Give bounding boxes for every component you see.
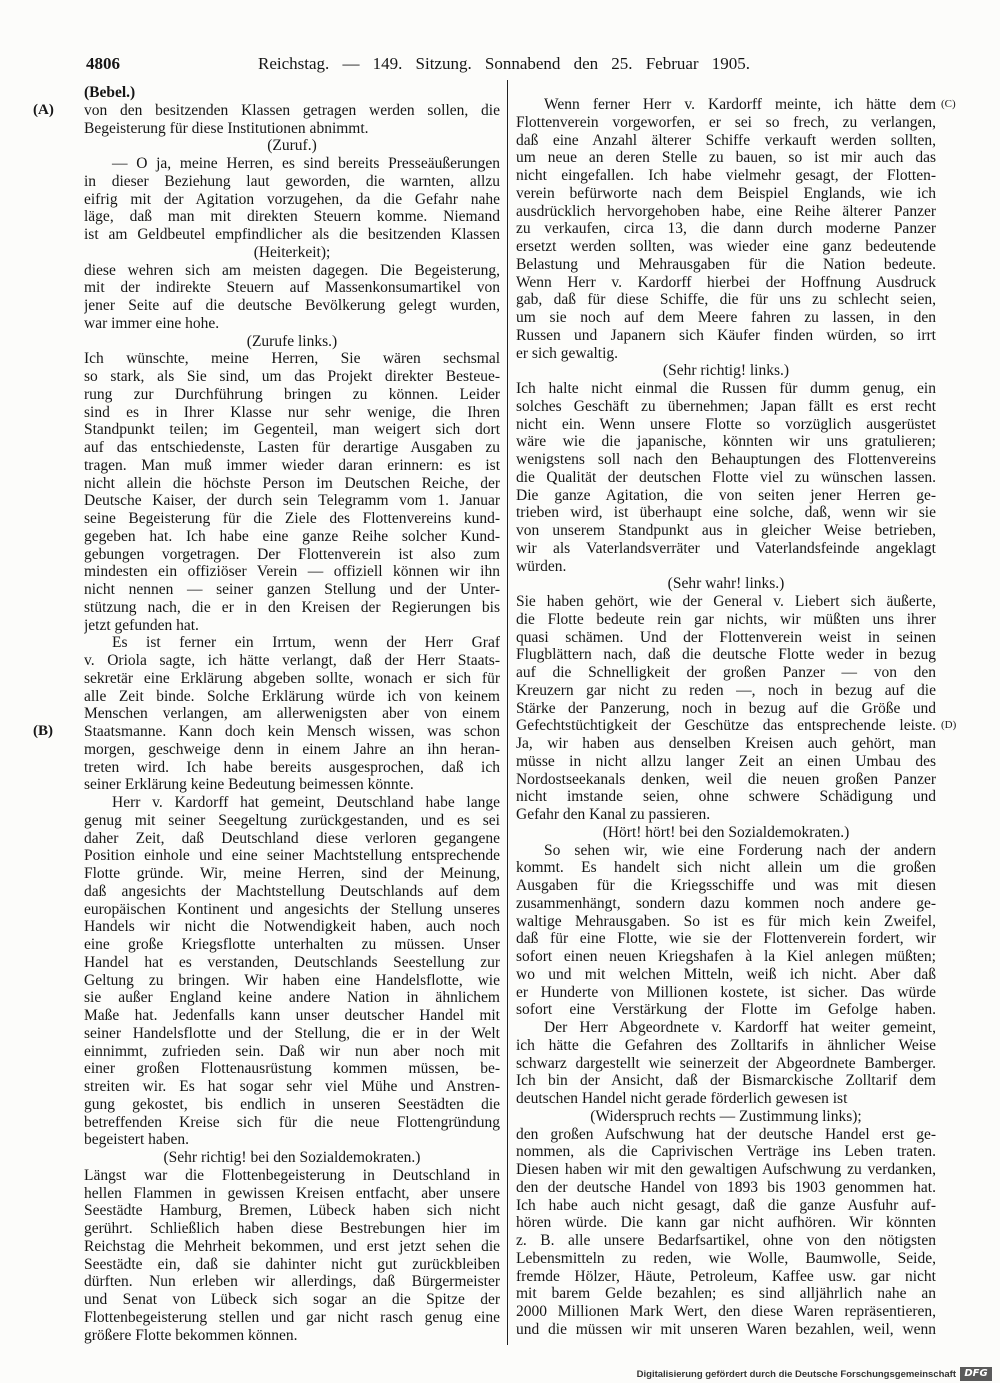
text-line: Geltung zu bringen. Wir haben eine Handelsflotte, wie: [84, 971, 500, 989]
text-line: Ich wünschte, meine Herren, Sie wären sechsmal: [84, 350, 500, 368]
text-line: zusammenhängt, sondern dazu kommen noch andere ge-: [516, 894, 936, 912]
text-line: war immer eine hohe.: [84, 314, 220, 332]
text-line: Seestädte ein, daß sie dahinter nicht gut zurückbleiben: [84, 1255, 500, 1273]
interjection-line: (Hört! hört! bei den Sozialdemokraten.): [602, 823, 850, 841]
text-line: alle Zeit binde. Solche Erklärung würde ich von keinem: [84, 687, 500, 705]
text-line: nicht eingefallen. Ich habe vielmehr gesagt, der Flotten-: [516, 167, 936, 184]
text-line: Reichstag die Mehrheit bekommen, und erst jetzt sehen die: [84, 1237, 500, 1255]
interjection-line: (Sehr wahr! links.): [667, 575, 785, 593]
text-line: wenigstens soll nach den Behauptungen des Flottenvereins: [516, 451, 936, 468]
interjection-line: (Sehr richtig! bei den Sozialdemokraten.): [163, 1149, 421, 1166]
text-line: und Senat von Lübeck sich sogar an die Spitze der: [84, 1291, 500, 1308]
text-line: stützung nach, die er in den Kreisen der Regierungen bis: [84, 598, 500, 616]
text-line: Russen und Japanern sich Käufer finden würden, so irrt: [516, 326, 936, 344]
text-line: rung zur Durchführung bringen zu können. Leider: [84, 385, 500, 403]
text-line: müsse in nicht allzu langer Zeit an einen Umbau des: [516, 752, 936, 770]
text-line: daher Zeit, daß Deutschland diese verloren gegangene: [84, 829, 500, 847]
text-line: sofort einen neuen Kriegshafen à la Kiel anlegen müßten;: [516, 948, 936, 965]
text-line: Nordostseekanals denken, weil die neuen großen Panzer: [516, 770, 936, 788]
text-line: trieben wird, ist überhaupt eine solche, daß, wenn wir sie: [516, 504, 936, 522]
text-line: jetzt gefunden hat.: [84, 616, 199, 634]
text-line: daß angesichts der Machtstellung Deutschlands auf dem: [84, 882, 500, 900]
margin-mark-a: (A): [33, 101, 54, 118]
text-line: Der Herr Abgeordnete v. Kardorff hat weiter gemeint,: [544, 1019, 936, 1036]
text-line: sind es in Ihrer Klasse nur sehr wenige, die Ihren: [84, 403, 500, 421]
text-line: läge, daß man mit direkten Steuern komme. Niemand: [84, 208, 500, 226]
text-line: mindesten ein offiziöser Verein — offiziell können wir ihn: [84, 563, 500, 581]
text-line: mit der indirekte Steuern auf Massenkonsumartikel von: [84, 279, 500, 297]
text-line: von den besitzenden Klassen getragen werden sollen, die: [84, 101, 500, 119]
text-line: nommen, als die Caprivischen Verträge ins Leben traten.: [516, 1143, 936, 1161]
text-line: seiner Handelsflotte und der Stellung, die er in der Welt: [84, 1024, 500, 1042]
text-line: Herr v. Kardorff hat gemeint, Deutschland habe lange: [112, 794, 500, 811]
text-line: Stärke der Panzerung, noch in bezug auf die Größe und: [516, 699, 936, 717]
text-line: auf die Schnelligkeit der großen Panzer — von den: [516, 664, 936, 681]
text-line: Flottenverein vorgeworfen, er sei so frech, zu verlangen,: [516, 113, 936, 131]
text-line: genug mit seiner Seegeltung zurückgestanden, und es sei: [84, 811, 500, 829]
text-line: Maße hat. Jedenfalls kann unser deutscher Handel mit: [84, 1007, 500, 1024]
text-line: so stark, als Sie sind, um das Projekt direkter Besteue-: [84, 368, 500, 385]
text-line: Position einhole und eine seiner Machtstellung entsprechende: [84, 847, 500, 865]
text-line: verein befürworte nach dem Beispiel Englands, wie ich: [516, 184, 936, 202]
text-line: Ja, wir haben aus denselben Kreisen auch gehört, man: [516, 735, 936, 752]
text-line: er Hunderte von Millionen kostete, ist sicher. Das würde: [516, 983, 936, 1001]
text-line: den großen Aufschwung hat der deutsche Handel erst ge-: [516, 1125, 936, 1143]
text-line: z. B. alle unsere Bedarfsartikel, ohne von den nötigsten: [516, 1232, 936, 1249]
text-line: gab, daß für diese Schiffe, die für uns zu schlecht seien,: [516, 291, 936, 309]
text-line: größere Flotte bekommen können.: [84, 1326, 298, 1344]
text-line: treten wird. Ich habe bereits ausgesprochen, daß ich: [84, 758, 500, 776]
text-line: betreffenden Kreise sich für die neue Flottengründung: [84, 1113, 500, 1131]
text-line: Staatsmanne. Kann doch kein Mensch wissen, was schon: [84, 723, 500, 740]
text-line: daß für eine Flotte, wie sie der Flottenverein fordert, wir: [516, 930, 936, 948]
text-line: Diesen haben wir mit den gewaltigen Aufschwung zu verdanken,: [516, 1161, 936, 1178]
text-line: nicht imstande seien, ohne schwere Schädigung und: [516, 788, 936, 806]
text-line: So sehen wir, wie eine Forderung nach der andern: [544, 841, 936, 859]
text-line: ist am Geldbeutel empfindlicher als die besitzenden Klassen: [84, 226, 500, 243]
text-line: kommt. Es handelt sich nicht allein um die großen: [516, 859, 936, 877]
margin-mark-b: (B): [33, 723, 53, 739]
text-line: nicht allein die höchste Person im Deutschen Reiche, der: [84, 474, 500, 492]
text-line: Begeisterung für diese Institutionen abnimmt.: [84, 119, 369, 137]
text-line: tragen. Man muß immer wieder daran erinnern: es ist: [84, 456, 500, 474]
digitization-credit: Digitalisierung gefördert durch die Deutsche Forschungsgemeinschaft: [636, 1369, 956, 1380]
text-line: die Qualität der deutschen Flotte viel zu wünschen lassen.: [516, 468, 936, 486]
text-line: Ich habe auch nicht gesagt, daß die ganze Ausfuhr auf-: [516, 1196, 936, 1214]
text-line: dürften. Nun erleben wir allerdings, daß Bürgermeister: [84, 1273, 500, 1291]
speaker-name: (Bebel.): [84, 84, 136, 101]
text-line: v. Oriola sagte, ich hätte verlangt, daß der Herr Staats-: [84, 652, 500, 669]
text-line: Lebensmitteln zu reden, wie Wolle, Baumwolle, Seide,: [516, 1249, 936, 1267]
text-line: schwarz dargestellt wie seinerzeit der Abgeordnete Bamberger.: [516, 1054, 936, 1072]
text-line: mit barem Gelde bezahlen; es sind alljährlich nahe an: [516, 1285, 936, 1303]
text-line: und die müssen wir mit unseren Waren bezahlen, weil, wenn: [516, 1320, 936, 1338]
text-line: um neue an deren Stelle zu bauen, so ist mir auch das: [516, 149, 936, 167]
text-line: sofort eine Verstärkung der Flotte im Gefolge haben.: [516, 1001, 936, 1019]
text-line: Wenn Herr v. Kardorff hierbei der Hoffnung Ausdruck: [516, 273, 936, 291]
text-line: Ich halte nicht einmal die Russen für dumm genug, ein: [516, 380, 936, 397]
text-line: Handels wir nicht die Notwendigkeit haben, auch noch: [84, 918, 500, 936]
text-line: Seestädte Hamburg, Bremen, Lübeck haben sich nicht: [84, 1202, 500, 1220]
right-column: [516, 96, 936, 1339]
left-column: [84, 84, 500, 1344]
text-line: quasi schämen. Und der Flottenverein weist in seinen: [516, 628, 936, 646]
interjection-line: (Widerspruch rechts — Zustimmung links);: [590, 1107, 862, 1125]
text-line: Deutsche Kaiser, der durch sein Telegramm vom 1. Januar: [84, 492, 500, 510]
text-line: einnimmt, zufrieden sein. Daß wir nun aber noch mit: [84, 1042, 500, 1060]
text-line: Ich bin der Ansicht, daß der Bismarckische Zolltarif dem: [516, 1072, 936, 1090]
text-line: Gefahr den Kanal zu passieren.: [516, 806, 711, 823]
text-line: morgen, geschweige denn in einem Jahre an ihn heran-: [84, 740, 500, 758]
text-line: hellen Flammen in gewissen Kreisen entfacht, aber unsere: [84, 1184, 500, 1202]
running-header: Reichstag. — 149. Sitzung. Sonnabend den 25. Februar 1905.: [258, 54, 750, 73]
text-line: Kreuzern gar nicht zu reden —, noch in bezug auf die: [516, 681, 936, 699]
text-line: nicht nennen — seiner ganzen Stellung und der Unter-: [84, 581, 500, 598]
margin-mark-c: (C): [941, 98, 956, 110]
interjection-line: (Zuruf.): [267, 137, 317, 155]
text-line: gerührt. Schließlich haben diese Bestrebungen hier im: [84, 1220, 500, 1237]
text-line: eifrig mit der Agitation vorzugehen, da die Gefahr nahe: [84, 190, 500, 208]
page-number: 4806: [86, 54, 120, 73]
text-line: Ausgaben für die Kriegsschiffe und was mit diesen: [516, 877, 936, 894]
text-line: jener Seite auf die deutsche Bevölkerung gelegt wurden,: [84, 297, 500, 314]
text-line: waltige Mehrausgaben. So ist es für mich kein Zweifel,: [516, 912, 936, 930]
text-line: europäischen Kontinent und angesichts der Stellung unseres: [84, 900, 500, 918]
text-line: ersetzt werden sollten, was wieder eine ganz bedeutende: [516, 238, 936, 255]
text-line: Flotte gründe. Wir, meine Herren, sind der Meinung,: [84, 865, 500, 882]
text-line: nicht ein. Wenn unsere Flotte so vorzüglich ausgerüstet: [516, 415, 936, 433]
text-line: Wenn ferner Herr v. Kardorff meinte, ich hätte dem: [544, 96, 936, 113]
text-line: wo und mit welchen Mitteln, weiß ich nicht. Aber daß: [516, 965, 936, 983]
text-line: fremde Hölzer, Häute, Petroleum, Kaffee usw. gar nicht: [516, 1267, 936, 1285]
text-line: gebungen vorgetragen. Der Flottenverein ist also zum: [84, 545, 500, 563]
text-line: gegeben hat. Ich habe eine ganze Reihe solcher Kund-: [84, 527, 500, 545]
text-line: Gefechtstüchtigkeit der Geschütze das entsprechende leiste.: [516, 717, 936, 735]
margin-mark-d: (D): [941, 719, 957, 732]
text-line: Standpunkt teilen; im Gegenteil, man weigert sich dort: [84, 421, 500, 439]
text-line: Es ist ferner ein Irrtum, wenn der Herr Graf: [112, 634, 500, 652]
text-line: Sie haben gehört, wie der General v. Liebert sich äußerte,: [516, 593, 936, 610]
interjection-line: (Zurufe links.): [246, 332, 338, 350]
text-line: um sie noch auf dem Meere fahren zu lassen, in den: [516, 309, 936, 326]
text-line: seiner Erklärung keine Bedeutung beimessen könnte.: [84, 776, 414, 794]
text-line: Längst war die Flottenbegeisterung in Deutschland in: [84, 1166, 500, 1184]
interjection-line: (Heiterkeit);: [253, 243, 331, 261]
text-line: sekretär eine Erklärung abgeben sollte, wonach er sich für: [84, 669, 500, 687]
text-line: Belastung und Mehrausgaben für die Nation bedeute.: [516, 255, 936, 273]
text-line: eine große Kriegsflotte unterhalten zu müssen. Unser: [84, 936, 500, 953]
column-divider: [507, 80, 508, 1345]
interjection-line: (Sehr richtig! links.): [662, 362, 790, 380]
text-line: zu verkaufen, circa 13, die dann durch moderne Panzer: [516, 220, 936, 238]
text-line: Die ganze Agitation, die von seiten jener Herren ge-: [516, 486, 936, 504]
text-line: die Flotte bedeute rein gar nichts, wir müßten uns ihrer: [516, 610, 936, 628]
text-line: auf das entschiedenste, Lasten für derartige Ausgaben zu: [84, 439, 500, 456]
text-line: ausdrücklich hervorgehoben habe, eine Reihe älterer Panzer: [516, 202, 936, 220]
text-line: würden.: [516, 557, 567, 575]
text-line: diese wehren sich am meisten dagegen. Die Begeisterung,: [84, 261, 500, 279]
text-line: er sich gewaltig.: [516, 344, 619, 362]
text-line: deutschen Handel nicht gerade förderlich gewesen ist: [516, 1090, 848, 1107]
text-line: Handel hat es verstanden, Deutschlands Seestellung zur: [84, 953, 500, 971]
text-line: Menschen verlangen, am allerwenigsten aber von einem: [84, 705, 500, 723]
text-line: wir als Vaterlandsverräter und Vaterlandsfeinde angeklagt: [516, 539, 936, 557]
text-line: wäre wie die japanische, könnten wir uns gratulieren;: [516, 433, 936, 451]
text-line: sie außer England keine andere Nation in ähnlichem: [84, 989, 500, 1007]
text-line: Flugblättern nach, daß die deutsche Flotte weder in bezug: [516, 646, 936, 664]
text-line: solches Geschäft zu übernehmen; Japan fällt es erst recht: [516, 397, 936, 415]
text-line: von unserem Standpunkt aus in gleicher Weise betrieben,: [516, 522, 936, 539]
text-line: hören würde. Die kann gar nicht aufhören. Wir könnten: [516, 1214, 936, 1232]
text-line: Flottenbegeisterung stellen und gar nicht rasch genug eine: [84, 1308, 500, 1326]
text-line: 2000 Millionen Mark Wert, den diese Waren repräsentieren,: [516, 1303, 936, 1320]
text-line: gung gekostet, bis endlich in unseren Seestädten die: [84, 1095, 500, 1113]
dfg-logo: DFG: [960, 1367, 992, 1381]
text-line: begeistert haben.: [84, 1131, 190, 1149]
text-line: den der deutsche Handel von 1893 bis 1903 genommen hat.: [516, 1178, 936, 1196]
text-line: ich hätte die Gefahren des Zolltarifs in ähnlicher Weise: [516, 1036, 936, 1054]
text-line: — O ja, meine Herren, es sind bereits Presseäußerungen: [112, 155, 500, 172]
text-line: streiten wir. Es hat sogar sehr viel Mühe und Anstren-: [84, 1078, 500, 1095]
text-line: daß eine Anzahl älterer Schiffe verkauft werden sollten,: [516, 131, 936, 149]
text-line: in dieser Beziehung laut geworden, die warnten, allzu: [84, 172, 500, 190]
text-line: seine Begeisterung für die Ziele des Flottenvereins kund-: [84, 510, 500, 527]
text-line: einer großen Flottenausrüstung kommen müssen, be-: [84, 1060, 500, 1078]
